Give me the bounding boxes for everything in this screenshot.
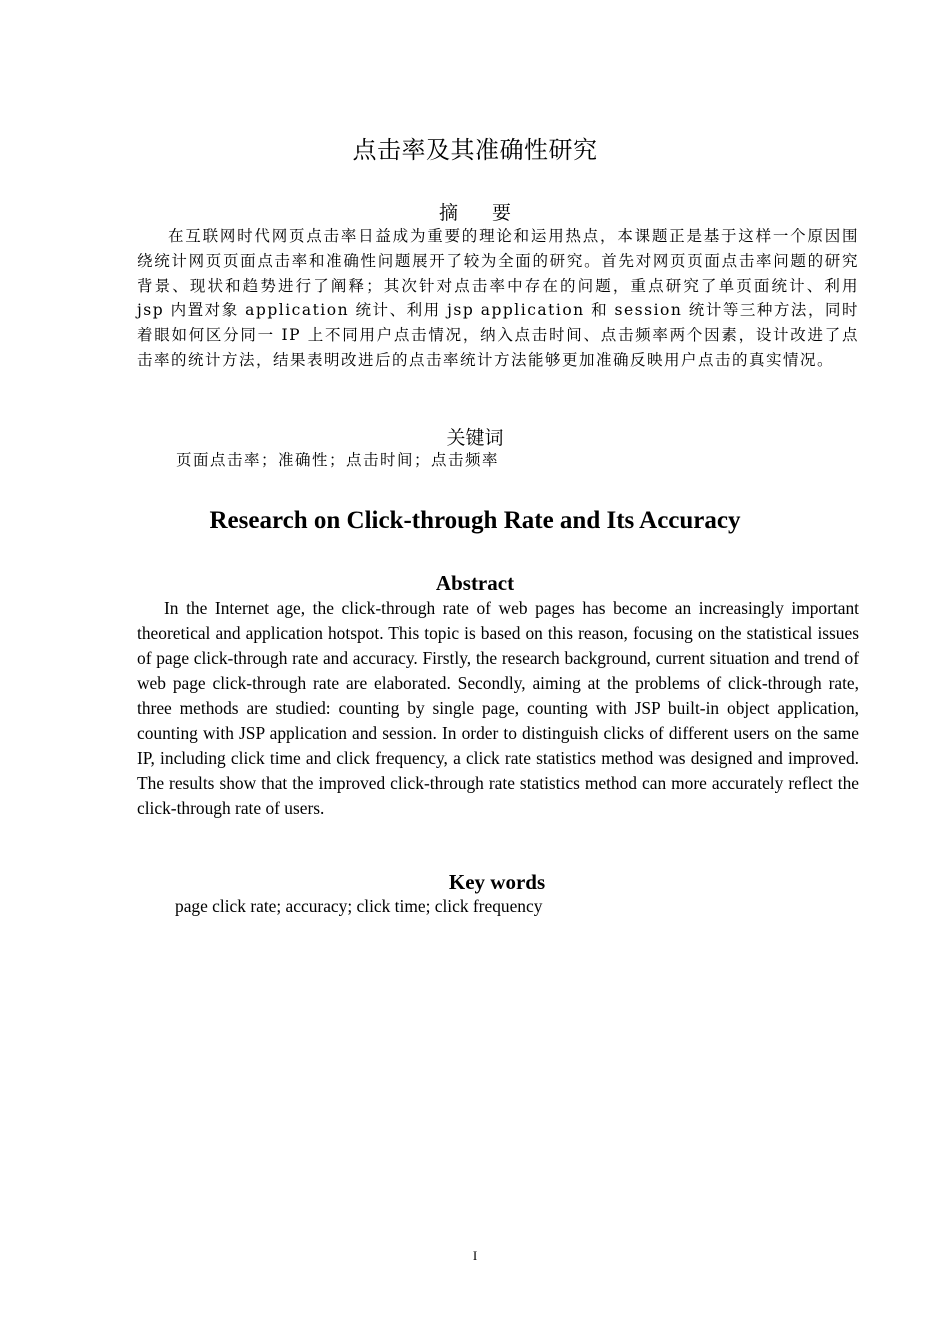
chinese-keywords: 页面点击率；准确性；点击时间；点击频率 bbox=[176, 451, 500, 469]
page-number: I bbox=[472, 1248, 478, 1263]
english-keywords-heading: Key words bbox=[448, 870, 546, 894]
chinese-abstract-text: 在互联网时代网页点击率日益成为重要的理论和运用热点，本课题正是基于这样一个原因围绕统计网页页面点击率和准确性问题展开了较为全面的研究。首先对网页页面点击率问题的研究背景、现状和趋势进行了阐释；其次针对点击率中存在的问题，重点研究了单页面统计、利用 jsp 内置对象 application 统计、利用 jsp application 和 session 统计等三种方法，同时着眼如何区分同一 IP 上不同用户点击情况，纳入点击时间、点击频率两个因素，设计改进了点击率的统计方法，结果表明改进后的点击率统计方法能够更加准确反映用户点击的真实情况。 bbox=[137, 227, 859, 369]
english-keywords: page click rate; accuracy; click time; click frequency bbox=[175, 896, 543, 916]
chinese-keywords-heading: 关键词 bbox=[446, 427, 504, 449]
chinese-abstract-heading: 摘 要 bbox=[438, 202, 526, 224]
english-title: Research on Click-through Rate and Its Accuracy bbox=[209, 507, 741, 534]
chinese-title: 点击率及其准确性研究 bbox=[352, 136, 598, 164]
english-abstract-heading: Abstract bbox=[435, 571, 515, 595]
english-abstract-text: In the Internet age, the click-through rate of web pages has become an increasingly important theoretical and application hotspot. This topic is based on this reason, focusing on the statistical issues of page click-through rate and accuracy. Firstly, the research background, current situation and trend of web page click-through rate are elaborated. Secondly, aiming at the problems of click-through rate, three methods are studied: counting by single page, counting with JSP built-in object application, counting with JSP application and session. In order to distinguish clicks of different users on the same IP, including click time and click frequency, a click rate statistics method was designed and improved. The results show that the improved click-through rate statistics method can more accurately reflect the click-through rate of users. bbox=[137, 598, 859, 818]
